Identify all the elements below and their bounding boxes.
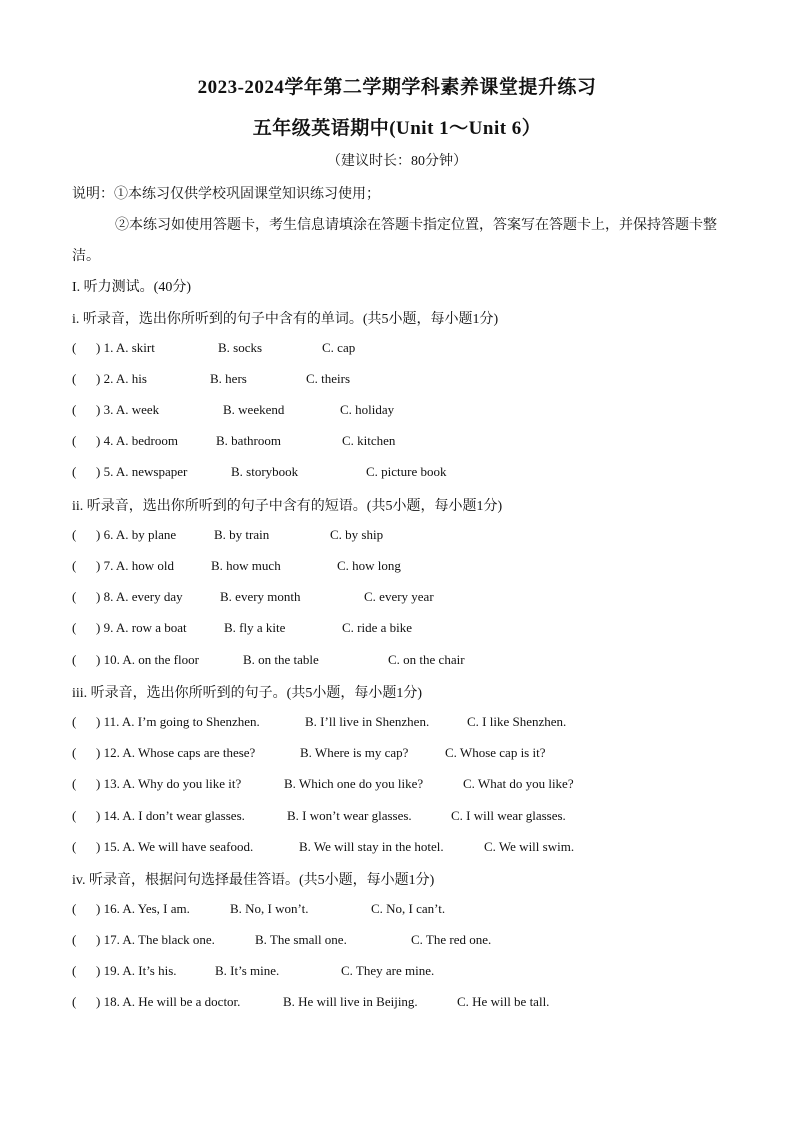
option-a: ) 1. A. skirt bbox=[96, 340, 155, 355]
notes-line-1: 说明：①本练习仅供学校巩固课堂知识练习使用； bbox=[72, 187, 380, 202]
option-a: ) 8. A. every day bbox=[96, 589, 183, 604]
option-a: ) 6. A. by plane bbox=[96, 527, 177, 542]
answer-paren: ( bbox=[72, 371, 77, 386]
option-a: ) 15. A. We will have seafood. bbox=[96, 839, 254, 854]
option-a: ) 2. A. his bbox=[96, 371, 147, 386]
option-b: B. every month bbox=[220, 589, 301, 604]
option-c: C. We will swim. bbox=[484, 839, 575, 854]
option-a: ) 16. A. Yes, I am. bbox=[96, 901, 190, 916]
option-a: ) 18. A. He will be a doctor. bbox=[96, 994, 241, 1009]
option-b: B. Which one do you like? bbox=[284, 776, 424, 791]
section-title: I. 听力测试。(40分) bbox=[72, 280, 191, 295]
option-b: B. socks bbox=[218, 340, 263, 355]
option-a: ) 9. A. row a boat bbox=[96, 620, 187, 635]
answer-paren: ( bbox=[72, 433, 77, 448]
option-c: C. The red one. bbox=[411, 932, 492, 947]
answer-paren: ( bbox=[72, 589, 77, 604]
answer-paren: ( bbox=[72, 745, 77, 760]
option-b: B. bathroom bbox=[216, 433, 281, 448]
option-c: C. picture book bbox=[366, 464, 447, 479]
option-a: ) 13. A. Why do you like it? bbox=[96, 776, 242, 791]
option-c: C. by ship bbox=[330, 527, 384, 542]
exam-title: 2023-2024学年第二学期学科素养课堂提升练习 bbox=[197, 77, 597, 98]
option-b: B. It’s mine. bbox=[215, 963, 280, 978]
answer-paren: ( bbox=[72, 776, 77, 791]
answer-paren: ( bbox=[72, 901, 77, 916]
option-a: ) 17. A. The black one. bbox=[96, 932, 215, 947]
notes-line-3: 洁。 bbox=[72, 249, 100, 264]
answer-paren: ( bbox=[72, 714, 77, 729]
option-c: C. Whose cap is it? bbox=[445, 745, 546, 760]
answer-paren: ( bbox=[72, 464, 77, 479]
option-a: ) 7. A. how old bbox=[96, 558, 174, 573]
answer-paren: ( bbox=[72, 620, 77, 635]
part-heading: i. 听录音，选出你所听到的句子中含有的单词。(共5小题，每小题1分) bbox=[72, 312, 499, 327]
option-c: C. on the chair bbox=[388, 652, 465, 667]
option-c: C. I like Shenzhen. bbox=[467, 714, 567, 729]
option-b: B. I won’t wear glasses. bbox=[287, 808, 412, 823]
option-a: ) 19. A. It’s his. bbox=[96, 963, 177, 978]
option-b: B. on the table bbox=[243, 652, 319, 667]
option-c: C. They are mine. bbox=[341, 963, 435, 978]
option-c: C. theirs bbox=[306, 371, 351, 386]
answer-paren: ( bbox=[72, 932, 77, 947]
answer-paren: ( bbox=[72, 652, 77, 667]
option-a: ) 5. A. newspaper bbox=[96, 464, 188, 479]
part-heading: iv. 听录音，根据问句选择最佳答语。(共5小题，每小题1分) bbox=[72, 873, 435, 888]
option-b: B. He will live in Beijing. bbox=[283, 994, 418, 1009]
option-a: ) 12. A. Whose caps are these? bbox=[96, 745, 256, 760]
option-b: B. fly a kite bbox=[224, 620, 286, 635]
option-c: C. cap bbox=[322, 340, 356, 355]
option-c: C. No, I can’t. bbox=[371, 901, 446, 916]
option-c: C. holiday bbox=[340, 402, 395, 417]
option-a: ) 3. A. week bbox=[96, 402, 160, 417]
option-c: C. I will wear glasses. bbox=[451, 808, 566, 823]
option-b: B. storybook bbox=[231, 464, 299, 479]
option-b: B. by train bbox=[214, 527, 270, 542]
answer-paren: ( bbox=[72, 963, 77, 978]
option-b: B. hers bbox=[210, 371, 247, 386]
answer-paren: ( bbox=[72, 558, 77, 573]
option-a: ) 11. A. I’m going to Shenzhen. bbox=[96, 714, 260, 729]
suggested-duration: （建议时长：80分钟） bbox=[327, 154, 467, 169]
option-c: C. kitchen bbox=[342, 433, 396, 448]
option-c: C. how long bbox=[337, 558, 401, 573]
answer-paren: ( bbox=[72, 402, 77, 417]
option-c: C. What do you like? bbox=[463, 776, 574, 791]
answer-paren: ( bbox=[72, 994, 77, 1009]
option-b: B. I’ll live in Shenzhen. bbox=[305, 714, 430, 729]
option-b: B. No, I won’t. bbox=[230, 901, 309, 916]
notes-line-2: ②本练习如使用答题卡，考生信息请填涂在答题卡指定位置，答案写在答题卡上，并保持答题卡整 bbox=[115, 218, 717, 233]
answer-paren: ( bbox=[72, 340, 77, 355]
part-heading: ii. 听录音，选出你所听到的句子中含有的短语。(共5小题，每小题1分) bbox=[72, 499, 503, 514]
option-a: ) 4. A. bedroom bbox=[96, 433, 178, 448]
answer-paren: ( bbox=[72, 808, 77, 823]
answer-paren: ( bbox=[72, 527, 77, 542]
exam-subtitle: 五年级英语期中(Unit 1～Unit 6） bbox=[252, 118, 542, 139]
option-b: B. how much bbox=[211, 558, 281, 573]
answer-paren: ( bbox=[72, 839, 77, 854]
option-a: ) 14. A. I don’t wear glasses. bbox=[96, 808, 245, 823]
option-c: C. He will be tall. bbox=[457, 994, 550, 1009]
option-b: B. weekend bbox=[223, 402, 285, 417]
option-a: ) 10. A. on the floor bbox=[96, 652, 199, 667]
option-b: B. The small one. bbox=[255, 932, 347, 947]
option-c: C. ride a bike bbox=[342, 620, 413, 635]
option-b: B. We will stay in the hotel. bbox=[299, 839, 444, 854]
part-heading: iii. 听录音，选出你所听到的句子。(共5小题，每小题1分) bbox=[72, 686, 422, 701]
option-b: B. Where is my cap? bbox=[300, 745, 409, 760]
option-c: C. every year bbox=[364, 589, 434, 604]
